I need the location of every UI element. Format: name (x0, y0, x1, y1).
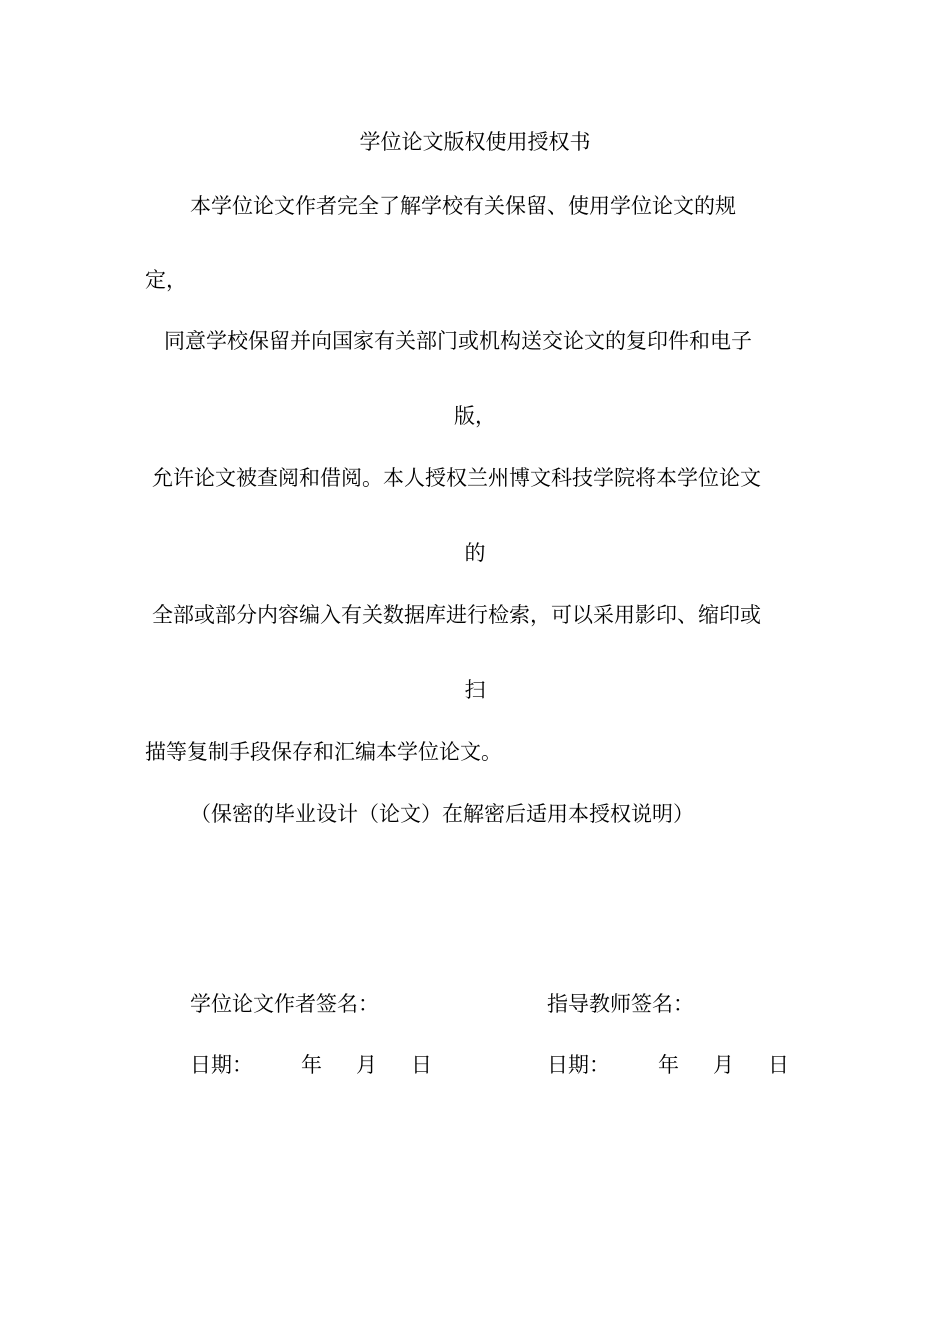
date-label: 日期： (190, 1053, 253, 1077)
month-label: 月 (713, 1053, 734, 1077)
paragraph-line-4: 版， (454, 404, 496, 428)
paragraph-line-7: 全部或部分内容编入有关数据库进行检索，可以采用影印、缩印或 (152, 603, 761, 627)
year-label: 年 (658, 1053, 679, 1077)
advisor-date-row (547, 1051, 789, 1079)
author-signature-label: 学位论文作者签名： (190, 992, 379, 1016)
date-label: 日期： (547, 1053, 610, 1077)
document-title: 学位论文版权使用授权书 (359, 130, 591, 154)
paragraph-line-3: 同意学校保留并向国家有关部门或机构送交论文的复印件和电子 (164, 329, 752, 353)
paragraph-line-1: 本学位论文作者完全了解学校有关保留、使用学位论文的规 (190, 194, 736, 218)
paragraph-line-6: 的 (464, 541, 486, 565)
confidential-note: （保密的毕业设计（论文）在解密后适用本授权说明） (190, 802, 694, 826)
month-label: 月 (356, 1053, 377, 1077)
year-label: 年 (301, 1053, 322, 1077)
day-label: 日 (768, 1053, 789, 1077)
author-date-row (190, 1051, 432, 1079)
paragraph-line-2: 定， (145, 268, 187, 292)
paragraph-line-9: 描等复制手段保存和汇编本学位论文。 (145, 740, 502, 764)
paragraph-line-5: 允许论文被查阅和借阅。本人授权兰州博文科技学院将本学位论文 (152, 466, 761, 490)
day-label: 日 (411, 1053, 432, 1077)
advisor-signature-label: 指导教师签名： (547, 992, 694, 1016)
paragraph-line-8: 扫 (464, 678, 486, 702)
